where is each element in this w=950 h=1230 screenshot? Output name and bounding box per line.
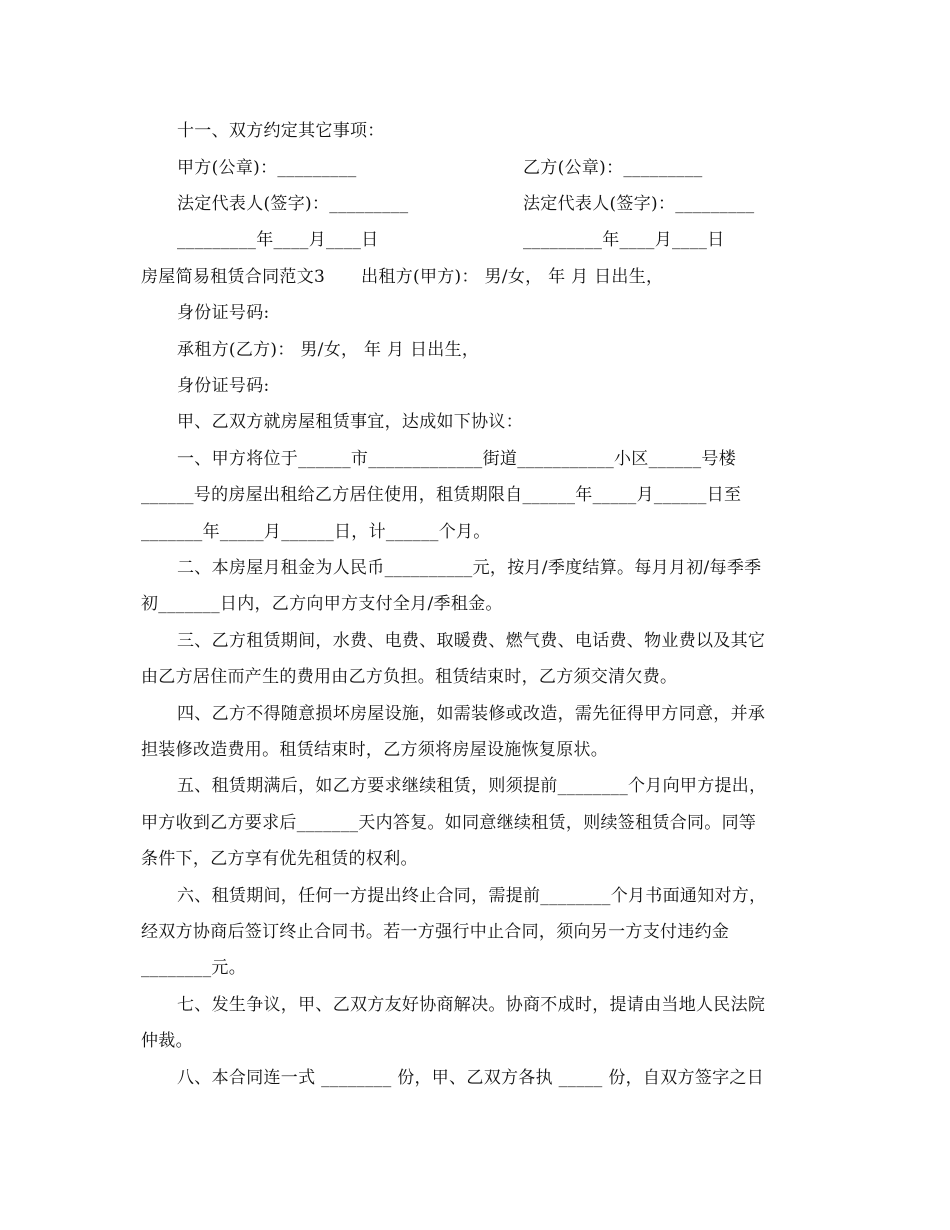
clause-line: ______号的房屋出租给乙方居住使用，租赁期限自______年_____月______日至 [141, 485, 742, 505]
clause-line: 仲裁。 [141, 1031, 193, 1051]
party-a-date: _________年____月____日 [177, 230, 379, 250]
clause-line: 八、本合同连一式 ________ 份，甲、乙双方各执 _____ 份，自双方签字之日 [177, 1068, 765, 1088]
clause-line: 担装修改造费用。租赁结束时，乙方须将房屋设施恢复原状。 [141, 740, 609, 760]
lessor-id-line: 身份证号码: [177, 303, 270, 323]
party-b-representative: 法定代表人(签字)：_________ [523, 194, 755, 214]
contract3-title: 房屋简易租赁合同范文3 [141, 267, 326, 287]
clause-line: 甲方收到乙方要求后_______天内答复。如同意继续租赁，则续签租赁合同。同等 [141, 813, 757, 833]
lessee-id-line: 身份证号码: [177, 376, 270, 396]
lessee-line: 承租方(乙方)： 男/女， 年 月 日出生， [177, 340, 480, 360]
party-b-seal: 乙方(公章)：_________ [523, 158, 703, 178]
clause-line: 条件下，乙方享有优先租赁的权利。 [141, 849, 418, 869]
clause-line: 二、本房屋月租金为人民币__________元，按月/季度结算。每月月初/每季季 [177, 558, 762, 578]
clause-line: 初_______日内，乙方向甲方支付全月/季租金。 [141, 594, 503, 614]
clause-line: ________元。 [141, 958, 246, 978]
clause-line: 由乙方居住而产生的费用由乙方负担。租赁结束时，乙方须交清欠费。 [141, 667, 678, 687]
party-b-date: _________年____月____日 [523, 230, 725, 250]
clause-line: 一、甲方将位于______市_____________街道___________小区______号楼 [177, 449, 736, 469]
clause-line: 六、租赁期间，任何一方提出终止合同，需提前________个月书面通知对方， [177, 886, 767, 906]
party-a-seal: 甲方(公章)：_________ [177, 158, 357, 178]
clause-line: _______年_____月______日，计______个月。 [141, 522, 491, 542]
clause-line: 经双方协商后签订终止合同书。若一方强行中止合同，须向另一方支付违约金 [141, 922, 730, 942]
lessor-line: 出租方(甲方)： 男/女， 年 月 日出生， [361, 267, 664, 287]
clause-line: 四、乙方不得随意损坏房屋设施，如需装修或改造，需先征得甲方同意，并承 [177, 704, 766, 724]
clause-line: 五、租赁期满后，如乙方要求继续租赁，则须提前________个月向甲方提出， [177, 776, 767, 796]
section-eleven-heading: 十一、双方约定其它事项： [177, 121, 385, 141]
clause-line: 三、乙方租赁期间，水费、电费、取暖费、燃气费、电话费、物业费以及其它 [177, 631, 766, 651]
agreement-intro: 甲、乙双方就房屋租赁事宜，达成如下协议： [177, 412, 523, 432]
clause-line: 七、发生争议，甲、乙双方友好协商解决。协商不成时，提请由当地人民法院 [177, 995, 766, 1015]
contract3-title-line [141, 266, 821, 288]
party-a-representative: 法定代表人(签字)：_________ [177, 194, 409, 214]
